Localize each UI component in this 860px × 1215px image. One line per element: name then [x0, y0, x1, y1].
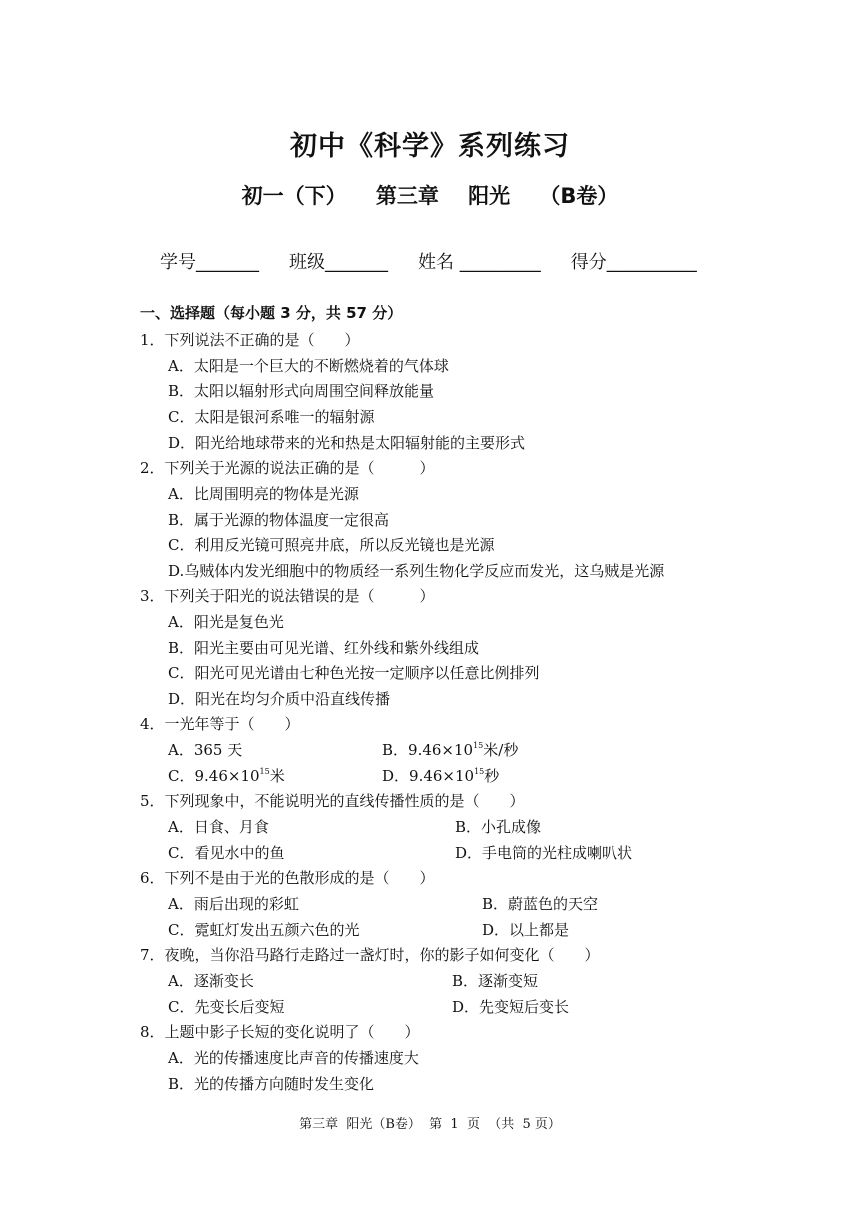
- option: [382, 766, 499, 786]
- exponent: 15: [473, 741, 484, 750]
- score-field: 得分__________: [570, 252, 697, 273]
- class-field: 班级_______: [289, 252, 388, 273]
- option: B．小孔成像: [455, 818, 542, 836]
- option: A．逐渐变长: [168, 972, 254, 990]
- document-title: 初中《科学》系列练习: [290, 131, 570, 162]
- option-unit: 米: [269, 767, 285, 785]
- option: B．属于光源的物体温度一定很高: [168, 511, 390, 529]
- question-stem: 5．下列现象中，不能说明光的直线传播性质的是（ ）: [140, 792, 525, 810]
- exponent: 15: [259, 767, 270, 776]
- student-id-field: 学号_______: [160, 252, 259, 273]
- page-footer: 第三章 阳光（B卷） 第 1 页 （共 5 页）: [299, 1117, 561, 1132]
- option: C．先变长后变短: [168, 998, 285, 1016]
- option: C．利用反光镜可照亮井底，所以反光镜也是光源: [168, 536, 495, 554]
- option-unit: 秒: [484, 767, 500, 785]
- question-stem: 1．下列说法不正确的是（ ）: [140, 331, 360, 349]
- option: D．阳光给地球带来的光和热是太阳辐射能的主要形式: [168, 434, 526, 452]
- option: C．太阳是银河系唯一的辐射源: [168, 408, 375, 426]
- option: D．阳光在均匀介质中沿直线传播: [168, 690, 391, 708]
- option: C．霓虹灯发出五颜六色的光: [168, 921, 360, 939]
- option: A．日食、月食: [168, 818, 269, 836]
- document-subtitle: 初一（下） 第三章 阳光 （B卷）: [241, 184, 619, 208]
- option-base: B．9.46×10: [382, 741, 474, 759]
- option: B．阳光主要由可见光谱、红外线和紫外线组成: [168, 639, 480, 657]
- student-info-line: [160, 248, 727, 274]
- option-base: D．9.46×10: [382, 767, 475, 785]
- option: [168, 766, 285, 786]
- option: B．蔚蓝色的天空: [482, 895, 599, 913]
- option: A．太阳是一个巨大的不断燃烧着的气体球: [168, 357, 449, 375]
- option: D.乌贼体内发光细胞中的物质经一系列生物化学反应而发光，这乌贼是光源: [168, 562, 665, 580]
- option: A．雨后出现的彩虹: [168, 895, 299, 913]
- option: B．光的传播方向随时发生变化: [168, 1075, 375, 1093]
- exponent: 15: [474, 767, 485, 776]
- option: A．光的传播速度比声音的传播速度大: [168, 1049, 419, 1067]
- option: A．比周围明亮的物体是光源: [168, 485, 359, 503]
- question-stem: 8．上题中影子长短的变化说明了（ ）: [140, 1023, 420, 1041]
- option: A．阳光是复色光: [168, 613, 284, 631]
- option: D．手电筒的光柱成喇叭状: [455, 844, 633, 862]
- option: [382, 740, 518, 760]
- option: B．逐渐变短: [452, 972, 539, 990]
- question-stem: 6．下列不是由于光的色散形成的是（ ）: [140, 869, 435, 887]
- option: C．看见水中的鱼: [168, 844, 285, 862]
- option: D．以上都是: [482, 921, 570, 939]
- question-stem: 2．下列关于光源的说法正确的是（ ）: [140, 459, 435, 477]
- option: B．太阳以辐射形式向周围空间释放能量: [168, 382, 435, 400]
- section-heading: 一、选择题（每小题 3 分，共 57 分）: [140, 304, 403, 322]
- question-stem: 7．夜晚，当你沿马路行走路过一盏灯时，你的影子如何变化（ ）: [140, 946, 600, 964]
- option: A．365 天: [168, 741, 243, 759]
- option: C．阳光可见光谱由七种色光按一定顺序以任意比例排列: [168, 664, 540, 682]
- option-base: C．9.46×10: [168, 767, 260, 785]
- question-stem: 3．下列关于阳光的说法错误的是（ ）: [140, 587, 435, 605]
- option-unit: 米/秒: [483, 741, 519, 759]
- question-stem: 4．一光年等于（ ）: [140, 715, 300, 733]
- name-field: 姓名 _________: [418, 252, 541, 273]
- option: D．先变短后变长: [452, 998, 570, 1016]
